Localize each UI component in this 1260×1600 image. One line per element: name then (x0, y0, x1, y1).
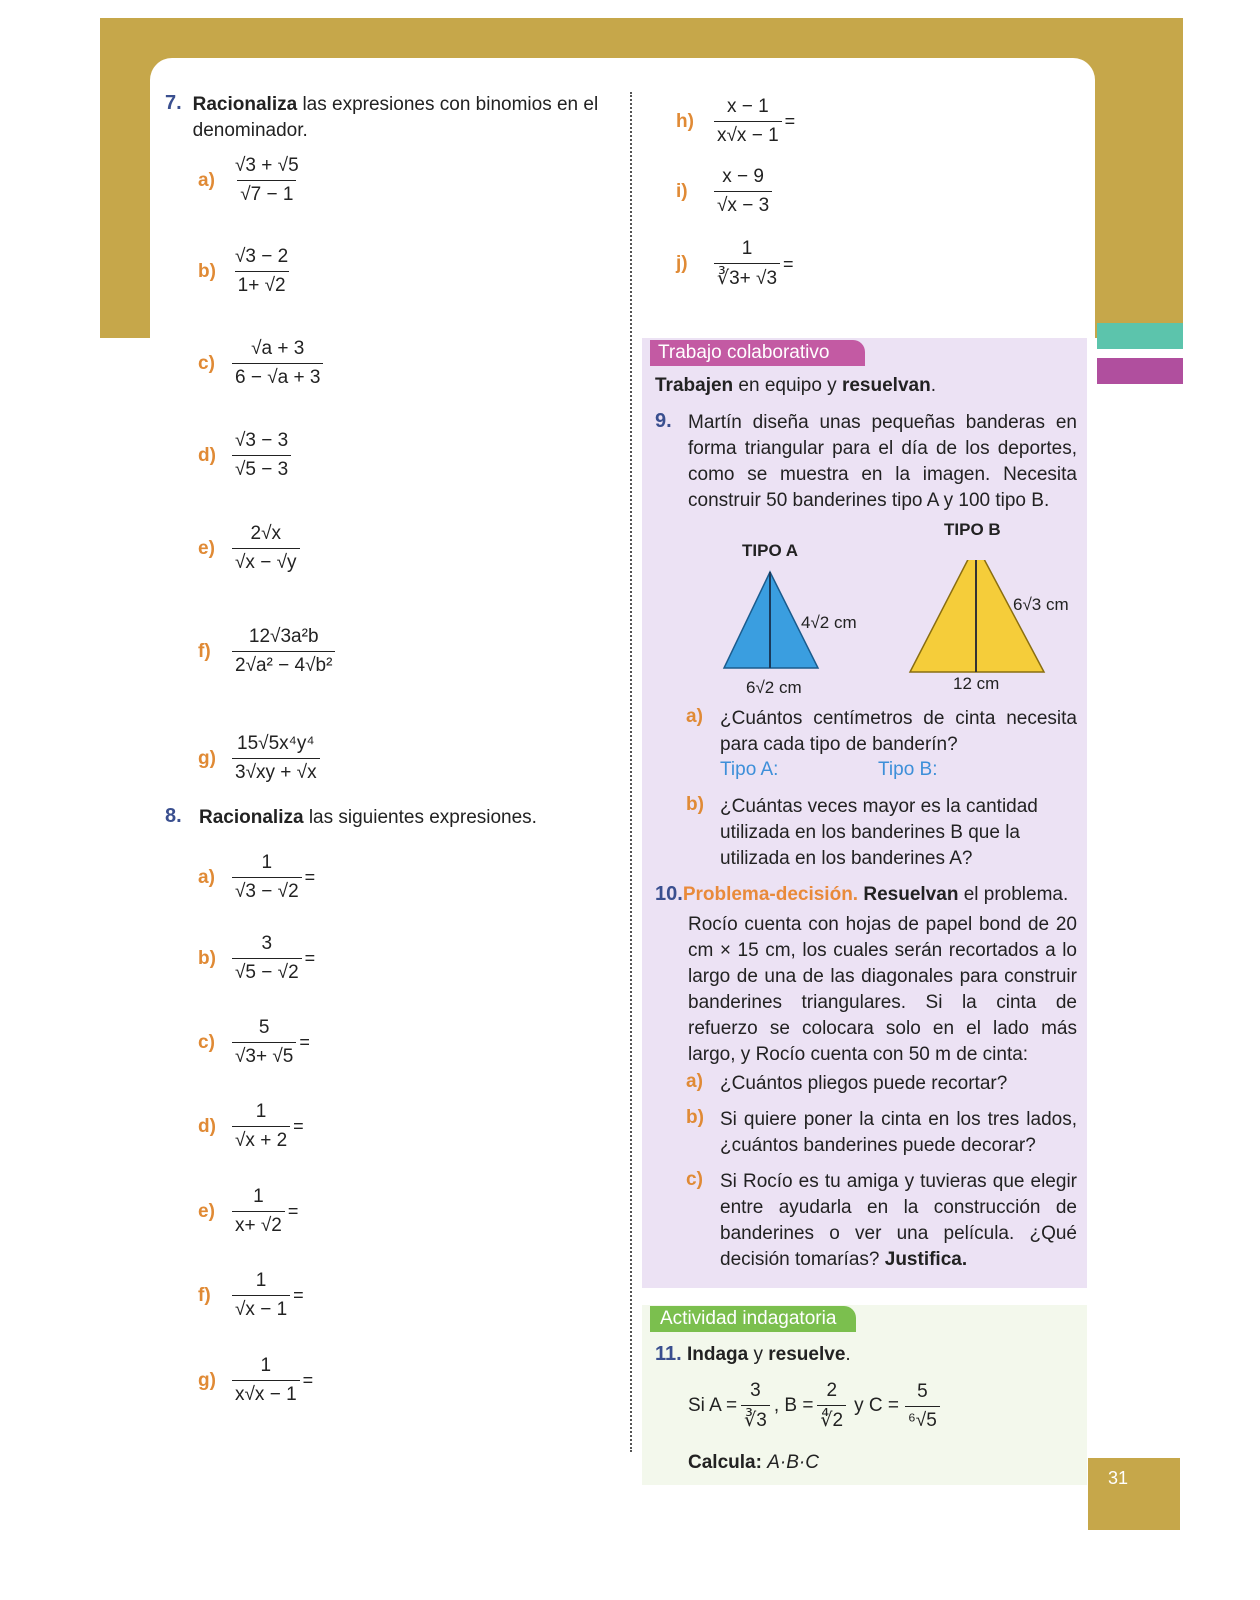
column-divider (630, 92, 632, 1452)
pink-tab (1097, 358, 1183, 384)
fraction: $\frac{1}{√3 - √2}$ (232, 852, 302, 903)
fraction: $\frac{√3 - 2}{1+ √2}$ (235, 246, 289, 296)
exercise-8b: b) $\frac{3}{√5 - √2}$ = (198, 933, 316, 983)
fraction: $\frac{1}{√x - 1}$ (232, 1270, 290, 1321)
tipo-b-side-label: 6√3 cm (1013, 595, 1069, 614)
exercise-8g: g) $\frac{1}{x√x - 1}$ = (198, 1355, 314, 1405)
fraction: $\frac{x - 1}{x√x - 1}$ (714, 96, 782, 147)
fraction: $\frac{x - 9}{√x - 3}$ (714, 166, 772, 217)
exercise-11-expressions: Si A = $\frac{3}{∛3}$ , B = $\frac{2}{∜2}$ y C = $\frac{5}{\text{⁶√5}}$ (688, 1380, 940, 1432)
exercise-10a: a) ¿Cuántos pliegos puede recortar? (686, 1071, 1008, 1094)
exercise-7-number: 7. (165, 92, 182, 114)
fraction: $\frac{\text{12√3a²b}}{\text{2√a² − 4√b²}}$ (232, 626, 335, 677)
fraction-b: $\frac{2}{∜2}$ (817, 1380, 846, 1432)
exercise-9b: b) ¿Cuántas veces mayor es la cantidad utilizada en los banderines B que la utilizada en los banderines A? (686, 794, 1038, 869)
fraction: $\frac{1}{∛3+ √3}$ (714, 238, 780, 290)
exercise-10-statement: 10.Problema-decisión. Resuelvan el problema. (655, 883, 1069, 905)
fraction: $\frac{5}{√3+ √5}$ (232, 1017, 296, 1068)
exercise-7h: h) $\frac{x - 1}{x√x - 1}$ = (676, 96, 796, 146)
tipo-b-answer-label: Tipo B: (878, 759, 938, 780)
triangles-figure (720, 560, 1070, 680)
tipo-b-base-label: 12 cm (953, 674, 1000, 693)
exercise-7c: c) $\frac{√a + 3}{6 - √a + 3}$ (198, 338, 323, 389)
fraction-c: $\frac{5}{\text{⁶√5}}$ (905, 1381, 940, 1432)
exercise-10-text: Rocío cuenta con hojas de papel bond de 20 cm × 15 cm, los cuales serán recortados a lo largo de una de las diagonales para construir banderines triangulares. Si la cinta de refuerzo se colocara solo en el lado más largo, y Rocío cuenta con 50 m de cinta: (688, 914, 1077, 1065)
side-band (1097, 18, 1183, 318)
exercise-9: 9. Martín diseña unas pequeñas banderas en forma triangular para el día de los deportes, como se muestra en la imagen. Necesita construir 50 banderines tipo A y 100 tipo B. (655, 410, 1077, 514)
fraction: $\frac{3}{√5 - √2}$ (232, 933, 302, 984)
fraction-a: $\frac{3}{∛3}$ (741, 1380, 770, 1432)
fraction: $\frac{√a + 3}{6 - √a + 3}$ (232, 338, 323, 389)
exercise-7a: a) $\frac{√3 + √5}{√7 - 1}$ (198, 155, 302, 206)
exercise-10c: c) Si Rocío es tu amiga y tuvieras que elegir entre ayudarla en la construcción de banderines o ver una película. ¿Qué decisión tomarías? Justifica. (686, 1169, 1077, 1270)
tipo-a-side-label: 4√2 cm (801, 613, 857, 632)
fraction: $\frac{1}{x+ √2}$ (232, 1186, 285, 1237)
exercise-7i: i) $\frac{x - 9}{√x - 3}$ (676, 166, 775, 217)
fraction: $\frac{√3 - 3}{√5 - 3}$ (232, 430, 291, 481)
exercise-8e: e) $\frac{1}{x+ √2}$ = (198, 1186, 299, 1236)
fraction: $\frac{\text{15√5x⁴y⁴}}{3√xy + √x}$ (232, 733, 320, 784)
exercise-11-statement: 11. Indaga y resuelve. (655, 1343, 851, 1365)
exercise-7g: g) $\frac{\text{15√5x⁴y⁴}}{3√xy + √x}$ (198, 733, 320, 784)
exercise-7f: f) $\frac{\text{12√3a²b}}{\text{2√a² − 4√b²}}$ (198, 626, 335, 677)
exercise-9a: a) ¿Cuántos centímetros de cinta necesita para cada tipo de banderín? (686, 706, 1077, 755)
exercise-10b: b) Si quiere poner la cinta en los tres lados, ¿cuántos banderines puede decorar? (686, 1107, 1077, 1156)
tipo-a-base-label: 6√2 cm (746, 678, 802, 697)
exercise-9-text: Martín diseña unas pequeñas banderas en forma triangular para el día de los deportes, como se muestra en la imagen. Necesita construir 50 banderines tipo A y 100 tipo B. (688, 412, 1077, 511)
page-number-box (1088, 1458, 1180, 1530)
exercise-8-number: 8. (165, 805, 182, 827)
exercise-8c: c) $\frac{5}{√3+ √5}$ = (198, 1017, 310, 1067)
exercise-8d: d) $\frac{1}{√x + 2}$ = (198, 1101, 304, 1151)
fraction: $\frac{√3 + √5}{√7 - 1}$ (235, 155, 299, 205)
collaborative-header: Trabajo colaborativo (650, 340, 865, 366)
exercise-7-statement (165, 92, 620, 144)
exercise-7e: e) $\frac{2√x}{√x - √y}$ (198, 523, 300, 574)
exercise-8f: f) $\frac{1}{√x - 1}$ = (198, 1270, 304, 1320)
exercise-7d: d) $\frac{√3 - 3}{√5 - 3}$ (198, 430, 291, 481)
exercise-11-calc: Calcula: A·B·C (688, 1452, 819, 1473)
inquiry-header: Actividad indagatoria (650, 1306, 856, 1332)
fraction: $\frac{2√x}{√x - √y}$ (232, 523, 300, 574)
page-number: 31 (1108, 1468, 1129, 1488)
exercise-7j: j) $\frac{1}{∛3+ √3}$ = (676, 238, 794, 289)
teal-tab (1097, 323, 1183, 349)
exercise-8-statement (165, 805, 620, 831)
exercise-8-text: Racionaliza las siguientes expresiones. (199, 807, 537, 828)
tipo-a-answer-label: Tipo A: (720, 759, 779, 780)
tipo-b-title: TIPO B (944, 520, 1001, 539)
fraction: $\frac{1}{√x + 2}$ (232, 1101, 290, 1152)
collaborative-intro: Trabajen en equipo y resuelvan. (655, 375, 936, 396)
fraction: $\frac{1}{x√x - 1}$ (232, 1355, 300, 1406)
exercise-8a: a) $\frac{1}{√3 - √2}$ = (198, 852, 316, 902)
tipo-a-title: TIPO A (742, 541, 799, 560)
exercise-7-text: Racionaliza las expresiones con binomios en el denominador. (192, 94, 599, 141)
exercise-7b: b) $\frac{√3 - 2}{1+ √2}$ (198, 246, 291, 297)
